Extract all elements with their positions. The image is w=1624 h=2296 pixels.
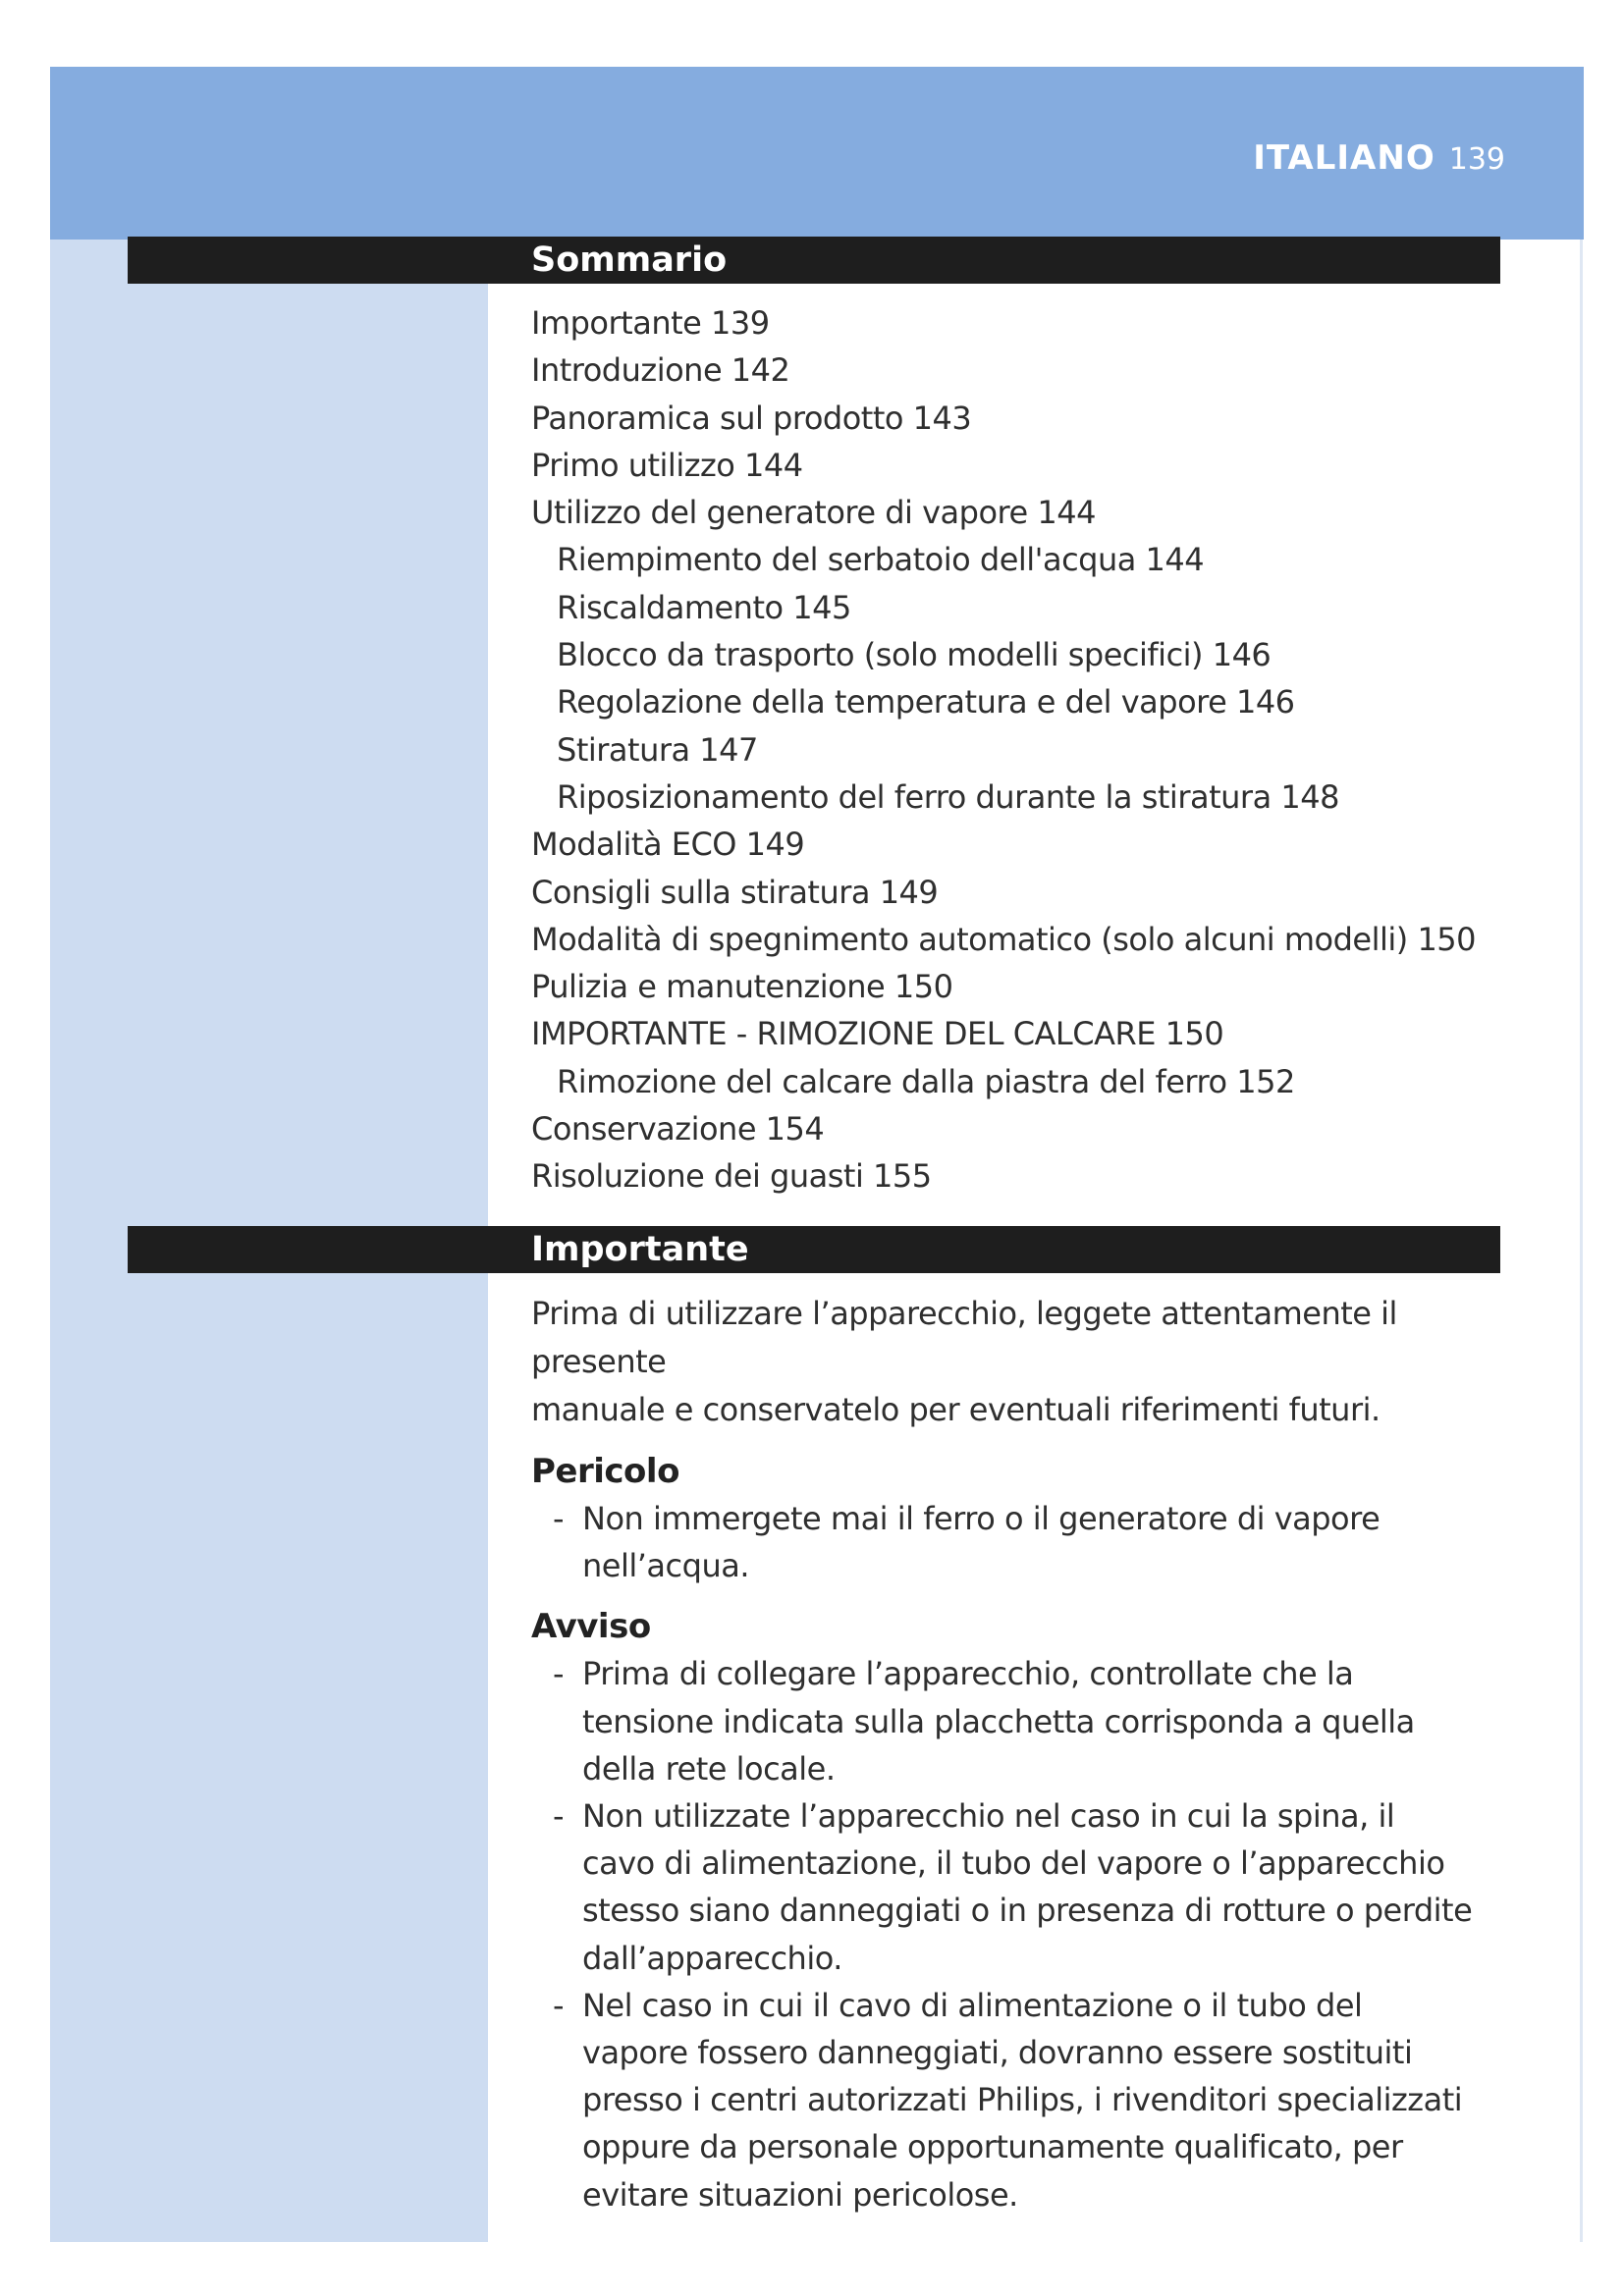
toc-entry[interactable]: Risoluzione dei guasti 155	[531, 1157, 932, 1196]
list-item-text: Non immergete mai il ferro o il generatore di vapore nell’acqua.	[582, 1500, 1380, 1585]
intro-line: manuale e conservatelo per eventuali riferimenti futuri.	[531, 1391, 1380, 1428]
toc-entry[interactable]: IMPORTANTE - RIMOZIONE DEL CALCARE 150	[531, 1015, 1224, 1053]
toc-subentry[interactable]: Riposizionamento del ferro durante la stiratura 148	[557, 777, 1339, 816]
intro-paragraph	[531, 1290, 1503, 1434]
toc-entry[interactable]: Conservazione 154	[531, 1110, 825, 1148]
section-title-bar	[128, 1226, 1500, 1273]
section-title: Importante	[531, 1230, 749, 1269]
toc-entry[interactable]: Pulizia e manutenzione 150	[531, 968, 953, 1006]
dash-marker: -	[553, 1500, 565, 1537]
dash-marker: -	[553, 1986, 565, 2024]
page-edge-line	[1580, 240, 1583, 2242]
header-page-number: 139	[1448, 142, 1505, 177]
dash-marker: -	[553, 1655, 565, 1693]
toc-title-bar	[128, 237, 1500, 284]
list-item	[531, 1982, 1503, 2218]
warning-list	[531, 1650, 1503, 2217]
important-section	[531, 1290, 1503, 2218]
header-language: ITALIANO	[1253, 138, 1435, 178]
running-header	[1253, 138, 1505, 178]
danger-heading: Pericolo	[531, 1452, 679, 1491]
list-item	[531, 1495, 1503, 1589]
toc-list	[531, 299, 1503, 1201]
toc-entry[interactable]: Consigli sulla stiratura 149	[531, 873, 939, 911]
toc-entry[interactable]: Modalità ECO 149	[531, 826, 805, 864]
list-item-text: Nel caso in cui il cavo di alimentazione o il tubo del vapore fossero danneggiati, dovranno essere sostituiti presso i centri autorizzati Philips, i rivenditori specializzati oppure da personale opportunamente qualificato, per evitare situazioni pericolose.	[582, 1986, 1463, 2214]
toc-title: Sommario	[531, 240, 728, 280]
warning-heading: Avviso	[531, 1607, 651, 1647]
list-item-text: Prima di collegare l’apparecchio, controllate che la tensione indicata sulla placchetta corrisponda a quella della rete locale.	[582, 1655, 1415, 1788]
list-item	[531, 1650, 1503, 1792]
toc-subentry[interactable]: Rimozione del calcare dalla piastra del ferro 152	[557, 1062, 1295, 1100]
toc-entry[interactable]: Modalità di spegnimento automatico (solo alcuni modelli) 150	[531, 920, 1477, 958]
list-item-text: Non utilizzate l’apparecchio nel caso in cui la spina, il cavo di alimentazione, il tubo del vapore o l’apparecchio stesso siano danneggiati o in presenza di rotture o perdite dall’apparecchio.	[582, 1797, 1473, 1977]
danger-list	[531, 1495, 1503, 1589]
toc-subentry[interactable]: Riscaldamento 145	[557, 588, 851, 626]
toc-entry[interactable]: Primo utilizzo 144	[531, 446, 803, 484]
toc-entry[interactable]: Utilizzo del generatore di vapore 144	[531, 494, 1096, 532]
toc-subentry[interactable]: Stiratura 147	[557, 730, 758, 769]
toc-subentry[interactable]: Regolazione della temperatura e del vapore 146	[557, 683, 1295, 721]
toc-entry[interactable]: Introduzione 142	[531, 351, 790, 390]
intro-line: Prima di utilizzare l’apparecchio, leggete attentamente il presente	[531, 1295, 1397, 1380]
list-item	[531, 1792, 1503, 1982]
toc-entry[interactable]: Importante 139	[531, 304, 770, 342]
toc-subentry[interactable]: Blocco da trasporto (solo modelli specifici) 146	[557, 636, 1272, 674]
toc-subentry[interactable]: Riempimento del serbatoio dell'acqua 144	[557, 541, 1205, 579]
toc-entry[interactable]: Panoramica sul prodotto 143	[531, 399, 972, 437]
dash-marker: -	[553, 1797, 565, 1836]
